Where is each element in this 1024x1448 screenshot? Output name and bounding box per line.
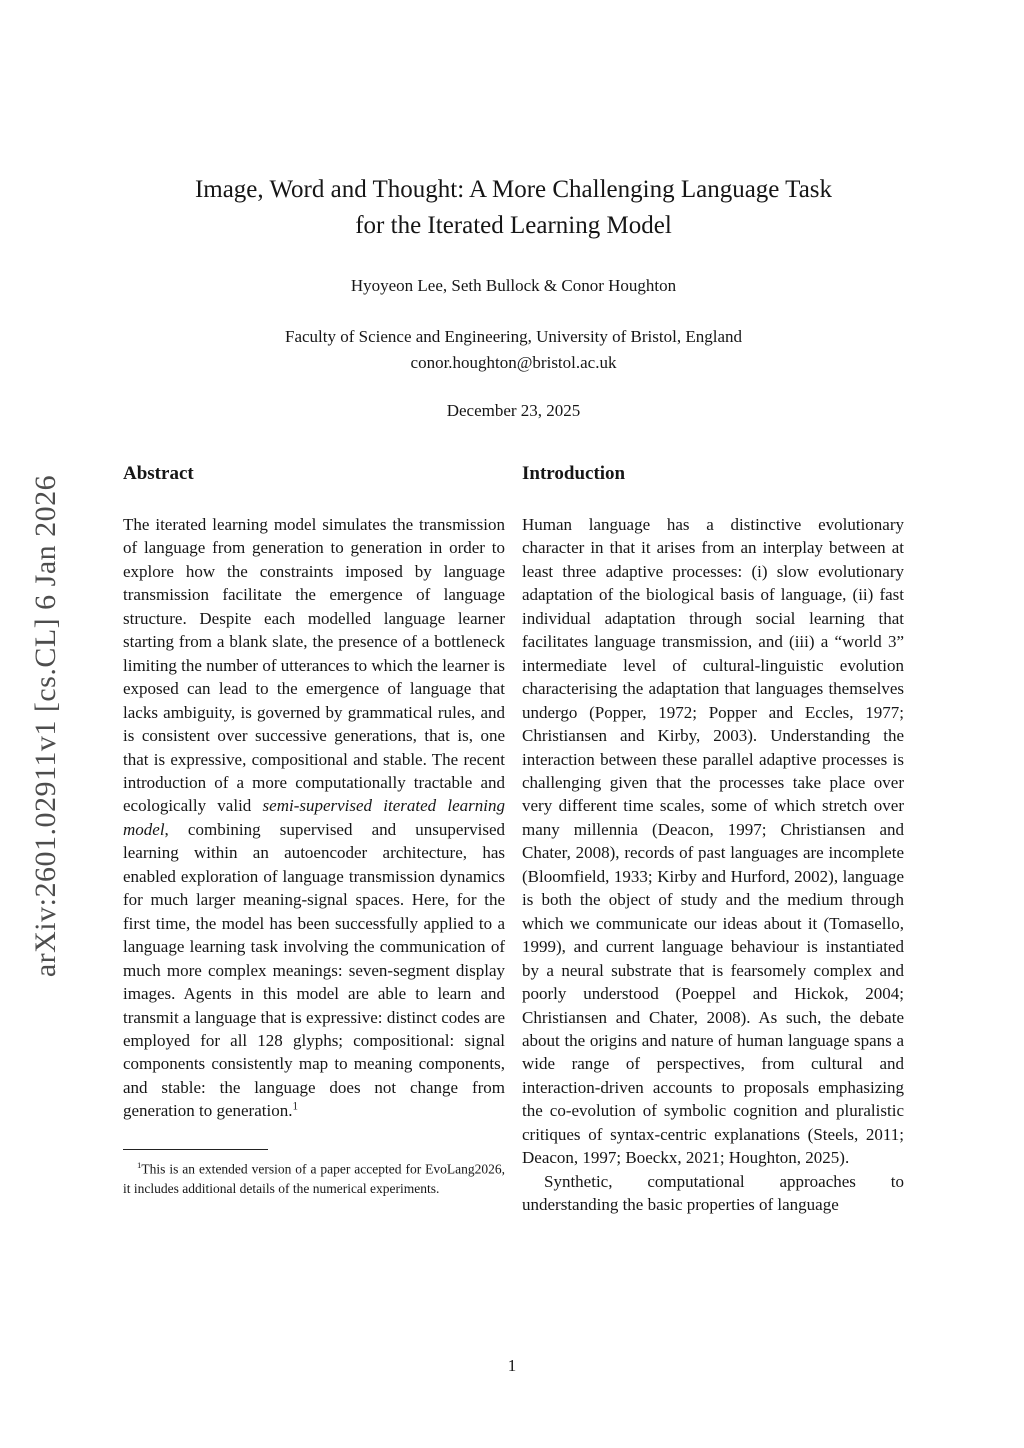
paper-affiliation [123, 324, 904, 375]
introduction-heading: Introduction [522, 463, 626, 484]
introduction-paragraph-1: Human language has a distinctive evolutionary character in that it arises from an interplay between at least three adaptive processes: (i) slow evolutionary adaptation of the biological basis of language, (ii) fast individual adaptation through social learning that facilitates language transmission, and (iii) a “world 3” intermediate level of cultural-linguistic evolution characterising the adaptation that languages themselves undergo (Popper, 1972; Popper and Eccles, 1977; Christiansen and Kirby, 2003). Understanding the interaction between these parallel adaptive processes is challenging given that the processes take place over very different time scales, some of which stretch over many millennia (Deacon, 1997; Christiansen and Chater, 2008), records of past languages are incomplete (Bloomfield, 1933; Kirby and Hurford, 2002), language is both the object of study and the medium through which we communicate our ideas about it (Tomasello, 1999), and current language behaviour is instantiated by a neural substrate that is fearsomely complex and poorly understood (Poeppel and Hickok, 2004; Christiansen and Chater, 2008). As such, the debate about the origins and nature of human language spans a wide range of perspectives, from cultural and interaction-driven accounts to proposals emphasizing the co-evolution of symbolic cognition and pluralistic critiques of syntax-centric explanations (Steels, 2011; Deacon, 1997; Boeckx, 2021; Houghton, 2025). [522, 515, 904, 1168]
left-column [123, 463, 505, 1217]
paper-title [123, 172, 904, 244]
front-matter [123, 0, 904, 421]
abstract-heading: Abstract [123, 463, 194, 484]
paper-date: December 23, 2025 [446, 401, 581, 420]
footnote-text: This is an extended version of a paper accepted for EvoLang2026, it includes additional details of the numerical experiments. [123, 1161, 505, 1196]
paper-title-line1: Image, Word and Thought: A More Challenging Language Task [194, 176, 833, 203]
paper-content [123, 0, 904, 1217]
page-number: 1 [507, 1356, 517, 1375]
abstract-paragraph [123, 513, 505, 1123]
arxiv-watermark-label: arXiv:2601.02911v1 [cs.CL] 6 Jan 2026 [29, 474, 62, 978]
introduction-paragraph-2: Synthetic, computational approaches to understanding the basic properties of language [522, 1171, 904, 1215]
footnote-reference: 1 [292, 1100, 298, 1113]
affiliation-line: Faculty of Science and Engineering, University of Bristol, England [284, 327, 742, 346]
paper-title-line2: for the Iterated Learning Model [355, 212, 672, 239]
two-column-body [123, 463, 904, 1217]
abstract-italic-term: semi-supervised iterated learning model [123, 796, 505, 839]
footnote-marker: 1 [137, 1159, 142, 1170]
paper-authors: Hyoyeon Lee, Seth Bullock & Conor Houghton [350, 276, 677, 295]
abstract-text-after: , combining supervised and unsupervised learning within an autoencoder architecture, has enabled exploration of language transmission dynamics for much larger meaning-signal spaces. Here, for the first time, the model has been successfully applied to a language learning task involving the communication of much more complex meanings: seven-segment display images. Agents in this model are able to learn and transmit a language that is expressive: distinct codes are employed for all 128 glyphs; compositional: signal components consistently map to meaning components, and stable: the language does not change from generation to generation. [123, 819, 505, 1121]
right-column [522, 463, 904, 1217]
abstract-text-before: The iterated learning model simulates the transmission of language from generation to generation in order to explore how the constraints imposed by language transmission facilitate the emergence of language structure. Despite each modelled language learner starting from a blank slate, the presence of a bottleneck limiting the number of utterances to which the learner is exposed can lead to the emergence of language that lacks ambiguity, is governed by grammatical rules, and is consistent over successive generations, that is, one that is expressive, compositional and stable. The recent introduction of a more computationally tractable and ecologically valid [123, 515, 505, 816]
footnote-rule [123, 1149, 268, 1150]
footnote [123, 1159, 505, 1198]
contact-email: conor.houghton@bristol.ac.uk [410, 352, 617, 372]
